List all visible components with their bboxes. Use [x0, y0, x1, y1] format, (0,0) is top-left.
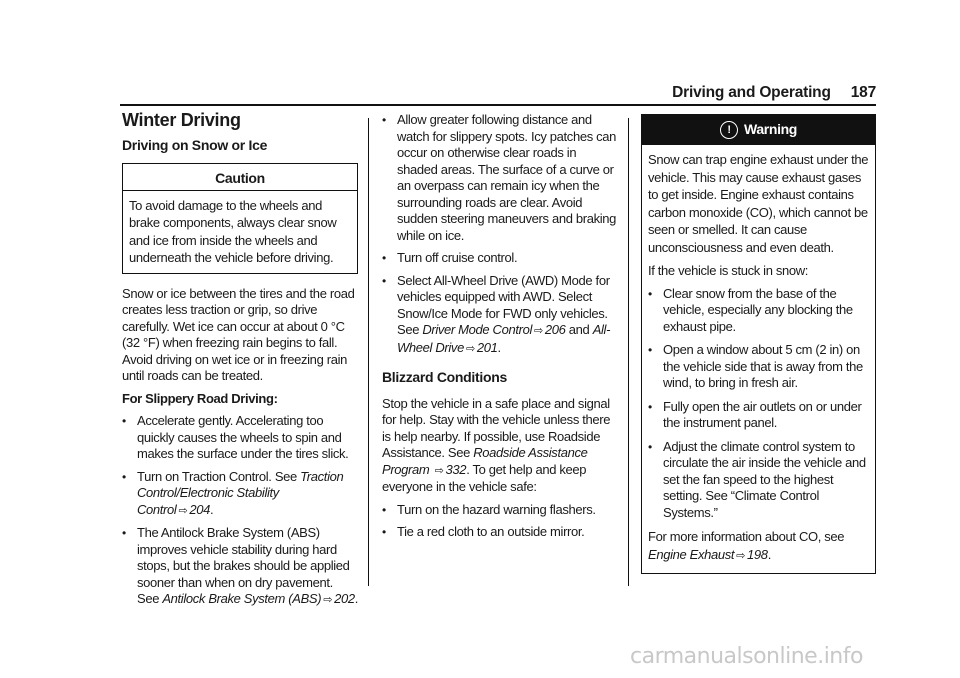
- list-item: • Tie a red cloth to an outside mirror.: [382, 524, 585, 539]
- bullet-icon: •: [382, 273, 386, 288]
- paragraph: Snow can trap engine exhaust under the vehicle. This may cause exhaust gases to get inside. Engine exhaust contains carbon monoxide (CO), which cannot be seen or smelled. It can cause unconsciousness and even death.: [648, 152, 869, 255]
- warning-box: [641, 114, 876, 574]
- page-ref[interactable]: 202: [334, 591, 355, 606]
- page-number: 187: [850, 84, 876, 101]
- watermark: carmanualsonline.info: [630, 644, 863, 669]
- list-item: • Select All-Wheel Drive (AWD) Mode for vehicles equipped with AWD. Select Snow/Ice Mode for FWD only vehicles. See Driver Mode Control ⇨ 206 and All-Wheel Drive ⇨ 201.: [382, 272, 611, 355]
- column-1: [122, 112, 358, 615]
- bullet-icon: •: [648, 343, 652, 357]
- section-heading: Winter Driving: [122, 110, 241, 130]
- page-ref[interactable]: 204: [189, 501, 210, 517]
- list-item: • Turn off cruise control.: [382, 250, 518, 265]
- list-item: • Adjust the climate control system to circulate the air inside the vehicle and set the fan speed to the highest setting. See “Climate Control Systems.”: [648, 438, 866, 520]
- caution-body: To avoid damage to the wheels and brake components, always clear snow and ice from inside the wheels and underneath the vehicle before driving.: [129, 197, 337, 265]
- bullet-icon: •: [122, 469, 126, 484]
- list-item: • Fully open the air outlets on or under the instrument panel.: [648, 398, 862, 430]
- header-rule: [120, 104, 876, 106]
- section-title: Driving and Operating: [672, 84, 831, 101]
- bullet-icon: •: [122, 526, 126, 540]
- paragraph: If the vehicle is stuck in snow:: [648, 263, 809, 278]
- bullet-icon: •: [648, 399, 652, 414]
- page-ref-arrow-icon: ⇨: [534, 325, 543, 337]
- warning-body: [642, 145, 875, 573]
- column-divider-2: [628, 118, 629, 586]
- list-heading: For Slippery Road Driving:: [122, 390, 278, 406]
- page-ref-arrow-icon: ⇨: [178, 504, 188, 517]
- caution-box: [122, 163, 358, 274]
- paragraph: For more information about CO, see Engine Exhaust ⇨ 198.: [648, 529, 845, 562]
- bullet-icon: •: [122, 414, 126, 428]
- cross-reference-link[interactable]: Traction Control/Electronic Stability Control: [137, 468, 344, 517]
- bullet-list: [382, 112, 618, 357]
- list-item: • Turn on Traction Control. See Traction Control/Electronic Stability Control ⇨ 204.: [122, 468, 344, 517]
- caution-title: Caution: [123, 164, 357, 191]
- cross-reference-link[interactable]: Engine Exhaust: [648, 546, 735, 562]
- cross-reference-link[interactable]: Roadside Assistance Program: [382, 445, 588, 477]
- page-ref[interactable]: 332: [445, 461, 467, 477]
- list-item: • Accelerate gently. Accelerating too quickly causes the wheels to spin and makes the surface under the tires slick.: [122, 413, 349, 461]
- list-item: • Clear snow from the base of the vehicle, especially any blocking the exhaust pipe.: [648, 285, 853, 334]
- bullet-icon: •: [382, 502, 386, 517]
- bullet-list: [122, 413, 358, 609]
- list-item: • Allow greater following distance and watch for slippery spots. Icy patches can occur on otherwise clear roads in shaded areas. The surface of a curve or an overpass can remain icy when the surrounding roads are clear. Avoid sudden steering maneuvers and braking while on ice.: [382, 112, 617, 243]
- paragraph: Stop the vehicle in a safe place and signal for help. Stay with the vehicle unless there is help nearby. If possible, use Roadside Assistance. See Roadside Assistance Program ⇨ 332. To get help and keep everyone in the vehicle safe:: [382, 395, 611, 494]
- page-ref-arrow-icon: ⇨: [434, 464, 444, 477]
- bullet-icon: •: [648, 286, 652, 301]
- subsection-heading: Driving on Snow or Ice: [122, 136, 268, 153]
- bullet-icon: •: [382, 113, 386, 127]
- list-item: • Open a window about 5 cm (2 in) on the vehicle side that is away from the wind, to bring in fresh air.: [648, 342, 863, 390]
- subsection-heading: Blizzard Conditions: [382, 369, 507, 385]
- bullet-icon: •: [648, 439, 652, 454]
- page-ref[interactable]: 206: [544, 322, 566, 337]
- column-2: [382, 112, 618, 547]
- cross-reference-link[interactable]: All-Wheel Drive: [397, 322, 611, 355]
- page-header: [600, 84, 876, 102]
- column-divider-1: [368, 118, 369, 586]
- warning-icon: !: [720, 121, 738, 139]
- page-ref-arrow-icon: ⇨: [465, 342, 475, 355]
- bullet-icon: •: [382, 251, 386, 265]
- paragraph: Snow or ice between the tires and the road creates less traction or grip, so drive carefully. Wet ice can occur at about 0 °C (32 °F) when freezing rain begins to fall. Avoid driving on wet ice or in freezing rain until roads can be treated.: [122, 285, 355, 383]
- list-item: • The Antilock Brake System (ABS) improves vehicle stability during hard stops, but the brakes should be applied sooner than when on dry pavement. See Antilock Brake System (ABS) ⇨ 202.: [122, 525, 359, 606]
- warning-title: ! Warning: [642, 115, 875, 145]
- page-ref-arrow-icon: ⇨: [323, 594, 333, 606]
- bullet-icon: •: [382, 525, 386, 539]
- bullet-list: [648, 286, 869, 522]
- cross-reference-link[interactable]: Driver Mode Control: [422, 322, 533, 337]
- page-ref[interactable]: 198: [747, 546, 768, 562]
- cross-reference-link[interactable]: Antilock Brake System (ABS): [162, 591, 322, 606]
- page-ref[interactable]: 201: [476, 339, 498, 355]
- list-item: • Turn on the hazard warning flashers.: [382, 501, 596, 517]
- bullet-list: [382, 502, 618, 541]
- column-3: [641, 114, 876, 574]
- page-ref-arrow-icon: ⇨: [736, 549, 746, 562]
